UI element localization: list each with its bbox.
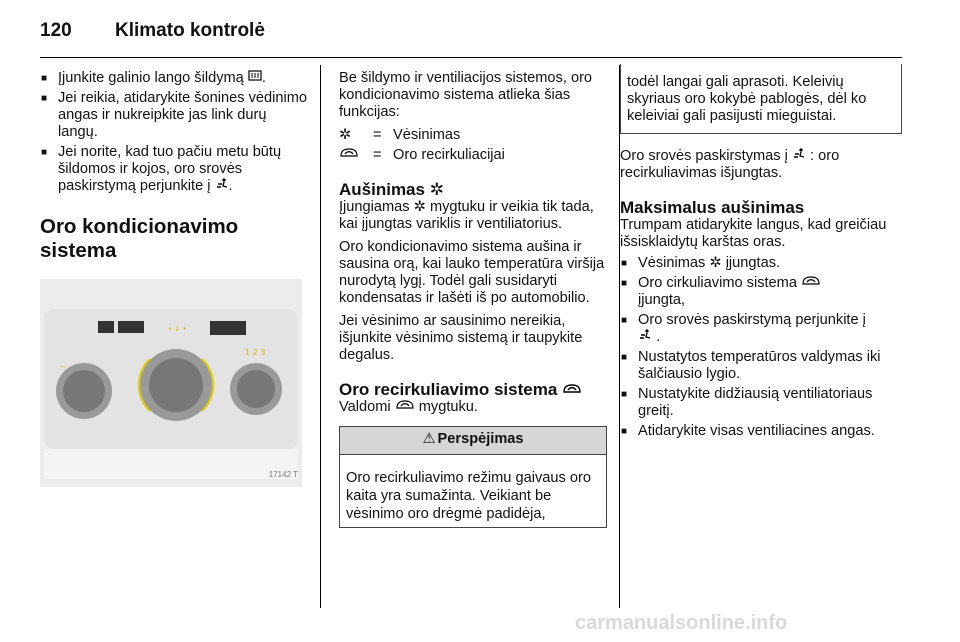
list-item: ✲ = Vėsinimas bbox=[339, 127, 461, 143]
svg-text:• ↓ •: • ↓ • bbox=[168, 325, 187, 333]
paragraph: Be šildymo ir ventiliacijos sistemos, oro kondicionavimo sistema atlieka šias funkcijas: bbox=[339, 70, 593, 120]
snowflake-icon: ✲ bbox=[709, 255, 722, 271]
svg-text:1 2 3: 1 2 3 bbox=[245, 348, 266, 357]
airflow-icon bbox=[215, 178, 229, 195]
section-heading: Oro kondicionavimo sistema bbox=[40, 215, 239, 262]
svg-text:~: ~ bbox=[60, 362, 67, 371]
list-item: ■ Vėsinimas ✲ įjungtas. bbox=[620, 255, 902, 272]
list-item: ■ Nustatytos temperatūros valdymas iki šalčiausio lygio. bbox=[620, 349, 902, 383]
section-heading: Aušinimas ✲ bbox=[339, 180, 444, 199]
column-2 bbox=[339, 70, 607, 528]
airflow-icon bbox=[638, 329, 656, 345]
column-3 bbox=[620, 70, 902, 443]
list-item: ■ Oro srovės paskirstymą perjunkite į . bbox=[620, 312, 902, 346]
list-item: ■ Oro cirkuliavimo sistema įjungta, bbox=[620, 275, 902, 309]
section-heading: Maksimalus aušinimas bbox=[620, 198, 805, 217]
page-title: Klimato kontrolė bbox=[115, 20, 265, 41]
warning-text: Oro recirkuliavimo režimu gaivaus oro kaita yra sumažinta. Veikiant be vėsinimo oro drėgmė padidėja, bbox=[346, 470, 591, 522]
column-divider-1 bbox=[320, 65, 321, 608]
paragraph: Oro kondicionavimo sistema aušina ir sausina orą, kai lauko temperatūra viršija nurodytą lygį. Todėl gali susidaryti kondensatas ir lašėti iš po automobilio. bbox=[339, 239, 605, 306]
column-1 bbox=[40, 70, 308, 487]
paragraph: Įjungiamas ✲ mygtuku ir veikia tik tada, kai įjungtas variklis ir ventiliatorius. bbox=[339, 199, 594, 232]
airflow-icon bbox=[792, 148, 810, 164]
header-rule bbox=[40, 57, 902, 58]
watermark: carmanualsonline.info bbox=[575, 612, 788, 634]
warning-triangle-icon: ⚠ bbox=[422, 431, 436, 447]
warning-box bbox=[339, 426, 607, 528]
snowflake-icon: ✲ bbox=[339, 127, 352, 143]
list-item: ■ Jei reikia, atidarykite šonines vėdinimo angas ir nukreipkite jas link durų langų. bbox=[40, 90, 308, 141]
list-item: = Oro recirkuliacijai bbox=[339, 147, 607, 164]
page-number: 120 bbox=[40, 20, 72, 41]
paragraph: Trumpam atidarykite langus, kad greičiau išsisklaidytų karštas oras. bbox=[620, 217, 887, 250]
list-item: ■ Atidarykite visas ventiliacines angas. bbox=[620, 423, 902, 440]
recirculation-icon bbox=[339, 147, 373, 164]
paragraph: Jei vėsinimo ar sausinimo nereikia, išjunkite vėsinimo sistemą ir taupykite degalus. bbox=[339, 313, 583, 363]
list-item: ■ Nustatykite didžiausią ventiliatoriaus greitį. bbox=[620, 386, 902, 420]
paragraph: Oro srovės paskirstymas į : oro recirkuliavimas išjungtas. bbox=[620, 148, 840, 181]
recirculation-icon bbox=[395, 399, 419, 415]
list-item: ■ Jei norite, kad tuo pačiu metu būtų šildomos ir kojos, oro srovės paskirstymą perjunkite į . bbox=[40, 144, 308, 195]
recirculation-icon bbox=[562, 380, 582, 399]
snowflake-icon: ✲ bbox=[413, 199, 426, 215]
rear-window-heating-icon bbox=[248, 70, 262, 87]
section-heading: Oro recirkuliavimo sistema bbox=[339, 380, 607, 399]
climate-control-panel-figure bbox=[40, 279, 302, 487]
warning-header: ⚠ Perspėjimas bbox=[340, 427, 606, 455]
figure-caption: 17142 T bbox=[268, 470, 298, 479]
paragraph: Valdomi mygtuku. bbox=[339, 399, 478, 415]
recirculation-icon bbox=[801, 275, 821, 291]
snowflake-icon: ✲ bbox=[429, 180, 444, 199]
list-item: ■ Įjunkite galinio lango šildymą . bbox=[40, 70, 308, 87]
warning-box-continued: todėl langai gali aprasoti. Keleivių skyriaus oro kokybė pablogės, dėl ko keleiviai gali pasijusti mieguistai. bbox=[620, 64, 902, 134]
